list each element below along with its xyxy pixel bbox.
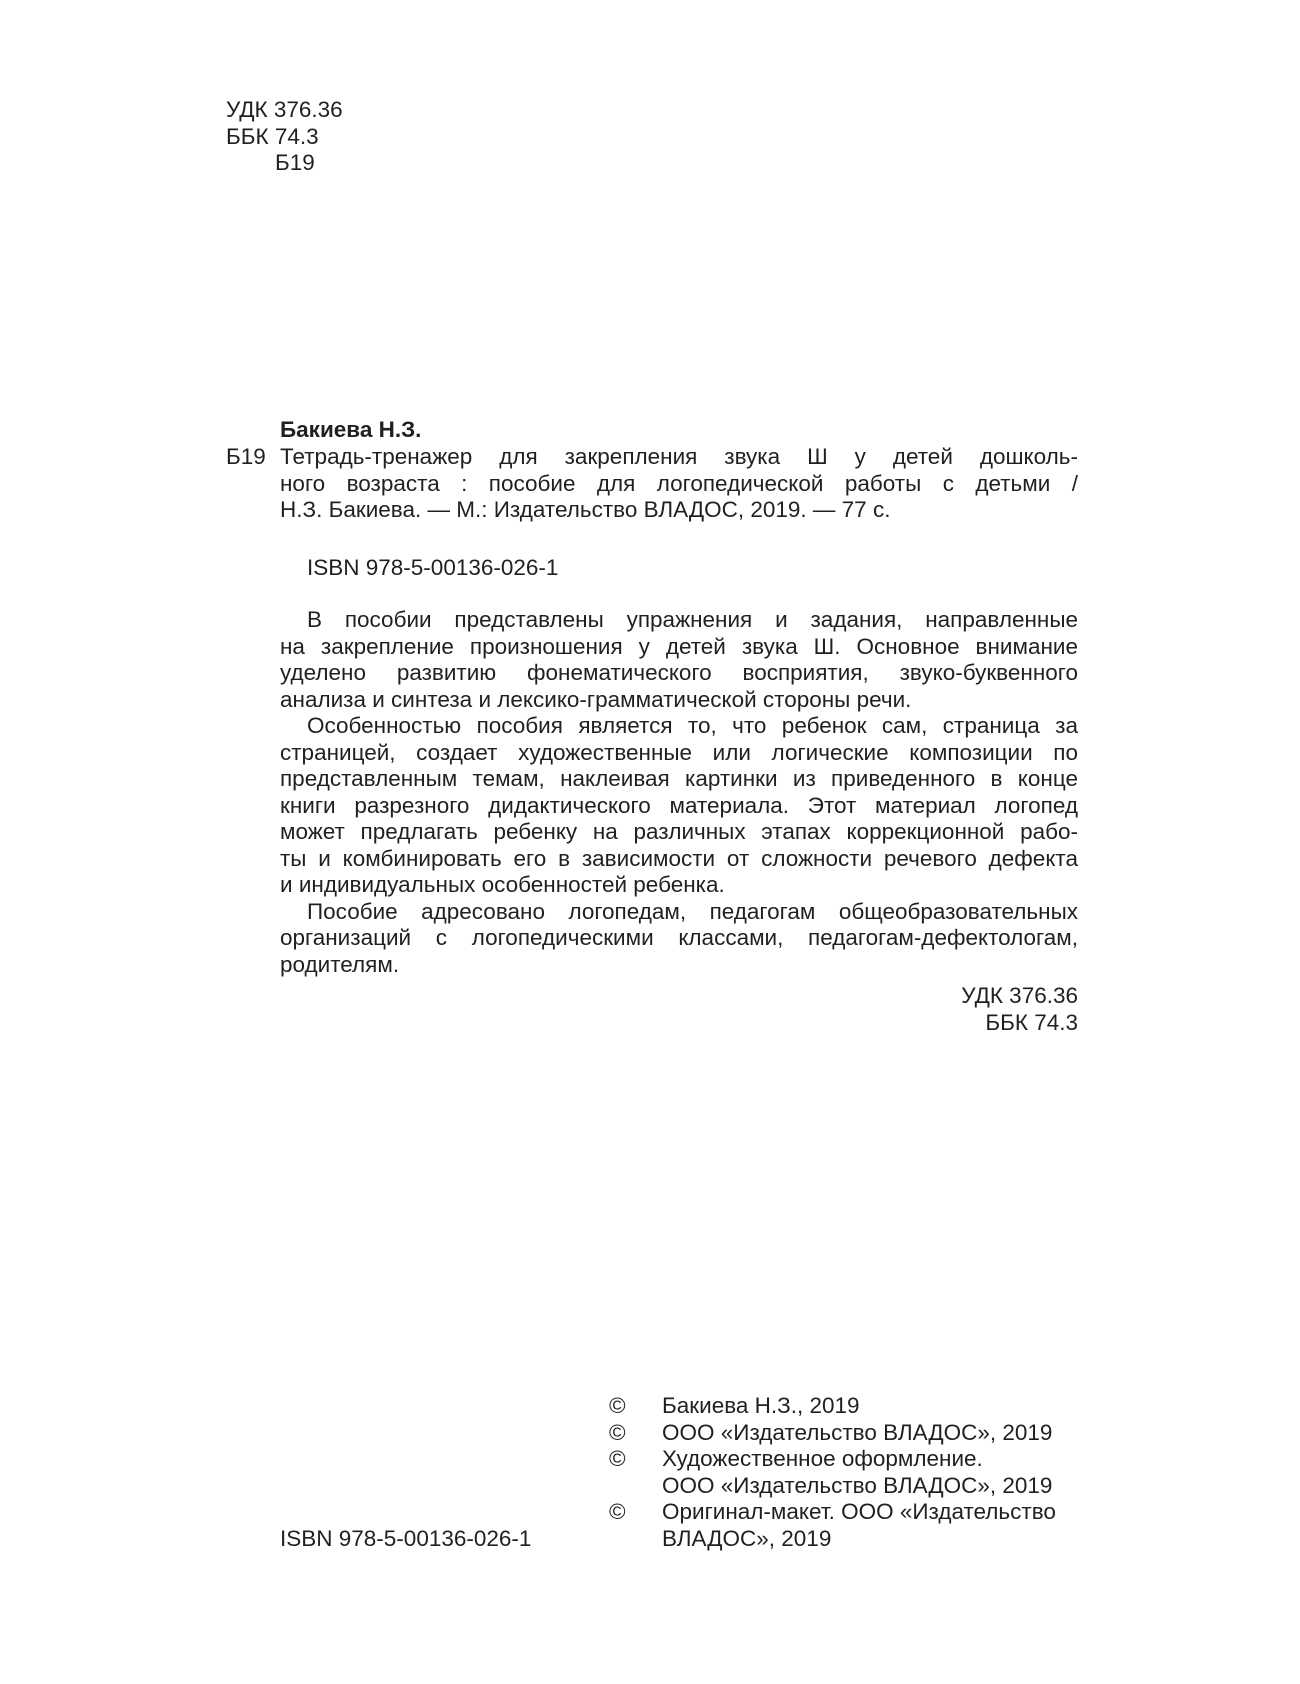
author-heading: Бакиева Н.З. — [280, 417, 422, 442]
author-mark: Б19 — [275, 150, 315, 175]
copyright-block — [609, 1393, 1089, 1552]
annotation-line: книги разрезного дидактического материала. Этот материал логопед — [280, 792, 1078, 818]
annotation-line: Пособие адресовано логопедам, педагогам общеобразовательных — [307, 898, 1078, 924]
author-mark-side: Б19 — [226, 444, 266, 469]
annotation-line: и индивидуальных особенностей ребенка. — [280, 872, 725, 897]
copyright-icon: © — [609, 1419, 626, 1445]
bibliographic-description — [280, 444, 1078, 524]
annotation-line: ты и комбинировать его в зависимости от сложности речевого дефекта — [280, 845, 1078, 871]
annotation-paragraph — [280, 713, 1078, 899]
copyright-text: ВЛАДОС», 2019 — [662, 1525, 832, 1551]
bbk-code: ББК 74.3 — [985, 1009, 1078, 1035]
annotation-line: на закрепление произношения у детей звука Ш. Основное внимание — [280, 633, 1078, 659]
annotation-line: уделено развитию фонематического восприятия, звуко-буквенного — [280, 660, 1078, 685]
annotation-line: анализа и синтеза и лексико-грамматической стороны речи. — [280, 686, 912, 712]
copyright-entry — [609, 1420, 1089, 1447]
annotation — [280, 607, 1078, 978]
copyright-icon: © — [609, 1393, 626, 1418]
bbk-code: ББК 74.3 — [226, 123, 319, 149]
isbn-bottom: ISBN 978-5-00136-026-1 — [280, 1526, 532, 1551]
copyright-text: Бакиева Н.З., 2019 — [662, 1393, 860, 1418]
annotation-line: организаций с логопедическими классами, педагогам-дефектологам, — [280, 925, 1078, 950]
annotation-paragraph — [280, 607, 1078, 713]
description-line: ного возраста : пособие для логопедической работы с детьми / — [280, 470, 1078, 496]
copyright-icon: © — [609, 1446, 626, 1471]
copyright-text: ООО «Издательство ВЛАДОС», 2019 — [662, 1472, 1053, 1498]
copyright-text: Оригинал-макет. ООО «Издательство — [662, 1499, 1056, 1524]
annotation-paragraph — [280, 899, 1078, 979]
description-line: Тетрадь-тренажер для закрепления звука Ш у детей дошколь- — [280, 444, 1078, 469]
copyright-entry — [609, 1393, 1089, 1420]
annotation-line: Особенностью пособия является то, что ребенок сам, страница за — [307, 713, 1078, 738]
annotation-line: может предлагать ребенку на различных этапах коррекционной рабо- — [280, 819, 1078, 844]
copyright-entry — [609, 1446, 1089, 1499]
annotation-line: родителям. — [280, 951, 400, 977]
annotation-line: страницей, создает художественные или логические композиции по — [280, 739, 1078, 765]
udk-code: УДК 376.36 — [961, 983, 1078, 1008]
copyright-icon: © — [609, 1499, 626, 1524]
classification-block-top — [226, 97, 426, 177]
copyright-entry — [609, 1499, 1089, 1552]
annotation-line: представленным темам, наклеивая картинки из приведенного в конце — [280, 766, 1078, 791]
copyright-text: Художественное оформление. — [662, 1446, 983, 1471]
isbn: ISBN 978-5-00136-026-1 — [307, 555, 559, 580]
copyright-text: ООО «Издательство ВЛАДОС», 2019 — [662, 1419, 1053, 1445]
annotation-line: В пособии представлены упражнения и задания, направленные — [307, 607, 1078, 632]
classification-block-bottom — [878, 983, 1078, 1036]
udk-code: УДК 376.36 — [226, 97, 343, 122]
description-line: Н.З. Бакиева. — М.: Издательство ВЛАДОС, 2019. — 77 с. — [280, 497, 891, 522]
